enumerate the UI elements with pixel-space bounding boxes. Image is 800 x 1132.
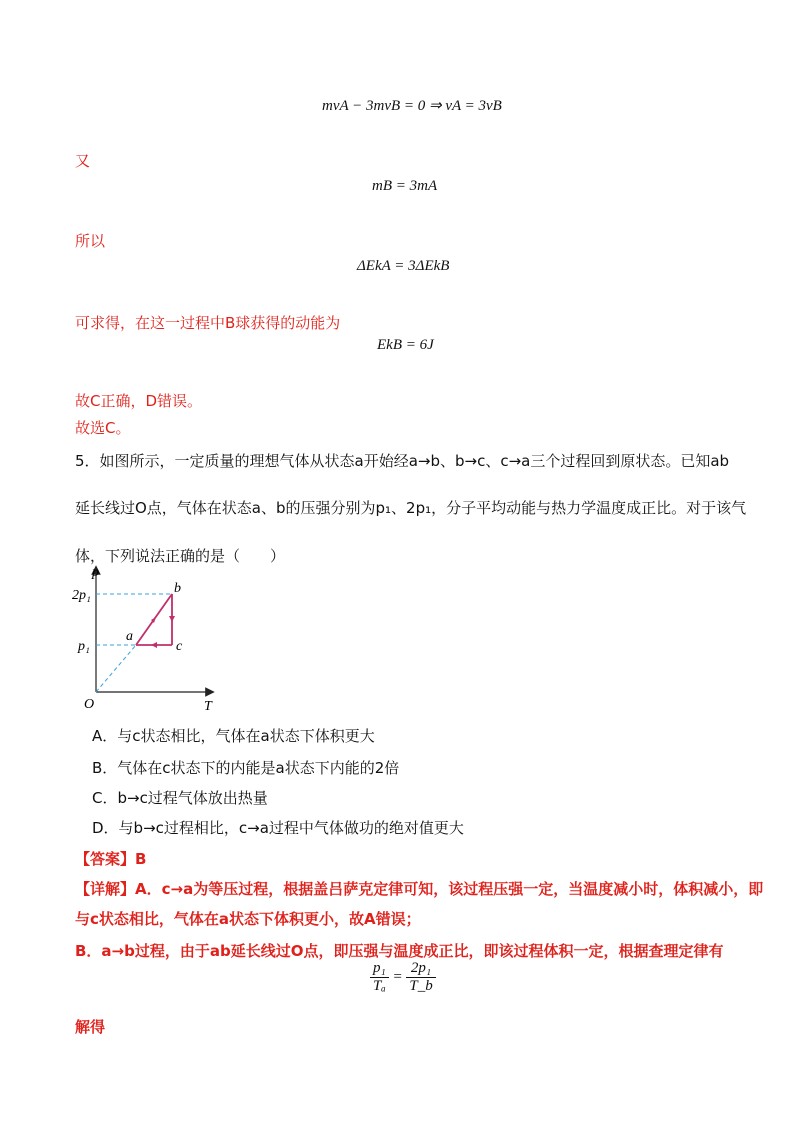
fraction-right-denominator: T_b (409, 978, 433, 994)
answer-label: 【答案】B (75, 850, 147, 868)
origin-label: O (84, 697, 95, 712)
equation-mass: mB = 3mA (372, 178, 438, 194)
charles-law-equation (370, 960, 436, 995)
question-line-2: 延长线过O点，气体在状态a、b的压强分别为p₁、2p₁，分子平均动能与热力学温度成正比。对于该气 (75, 499, 747, 517)
option-b: B．气体在c状态下的内能是a状态下内能的2倍 (92, 759, 400, 777)
point-a-label: a (126, 629, 133, 644)
text-qiude: 可求得，在这一过程中B球获得的动能为 (75, 314, 341, 332)
fraction-right-numerator: 2p₁ (406, 960, 435, 978)
equation-energy: ΔEkA = 3ΔEkB (357, 258, 450, 274)
text-conclusion: 故C正确，D错误。 (75, 392, 203, 410)
y-axis-label: p (92, 565, 99, 580)
point-c-label: c (176, 639, 183, 654)
question-line-1: 5．如图所示，一定质量的理想气体从状态a开始经a→b、b→c、c→a三个过程回到原状态。已知ab (75, 452, 730, 470)
tick-2p1: 2p₁ (72, 588, 91, 603)
explain-line-2: 与c状态相比，气体在a状态下体积更小，故A错误； (75, 910, 421, 928)
text-choose: 故选C。 (75, 419, 131, 437)
dashed-origin-line (96, 645, 136, 692)
question-line-3: 体，下列说法正确的是（ ） (75, 547, 286, 565)
arrow-c-a (151, 642, 157, 648)
text-you: 又 (75, 152, 91, 170)
explain-line-4: 解得 (75, 1018, 106, 1036)
arrow-b-c (169, 616, 175, 622)
option-d: D．与b→c过程相比，c→a过程中气体做功的绝对值更大 (92, 819, 464, 837)
option-a: A．与c状态相比，气体在a状态下体积更大 (92, 727, 375, 745)
equation-ekb: EkB = 6J (377, 337, 434, 353)
fraction-left (370, 960, 389, 995)
option-c: C．b→c过程气体放出热量 (92, 789, 268, 807)
point-b-label: b (174, 581, 181, 596)
equals-sign: = (392, 969, 403, 985)
explain-line-3: B．a→b过程，由于ab延长线过O点，即压强与温度成正比，即该过程体积一定，根据查理定律有 (75, 942, 724, 960)
fraction-right (406, 960, 435, 995)
tick-p1: p₁ (78, 639, 90, 654)
p-t-graph (70, 562, 230, 714)
equation-momentum: mvA − 3mvB = 0 ⇒ vA = 3vB (322, 98, 502, 114)
fraction-left-denominator: Tₐ (373, 978, 386, 994)
explain-line-1: 【详解】A．c→a为等压过程，根据盖吕萨克定律可知，该过程压强一定，当温度减小时，体积减小，即 (75, 880, 764, 898)
x-axis-label: T (204, 699, 212, 714)
text-suoyi: 所以 (75, 232, 106, 250)
fraction-left-numerator: p₁ (370, 960, 389, 978)
